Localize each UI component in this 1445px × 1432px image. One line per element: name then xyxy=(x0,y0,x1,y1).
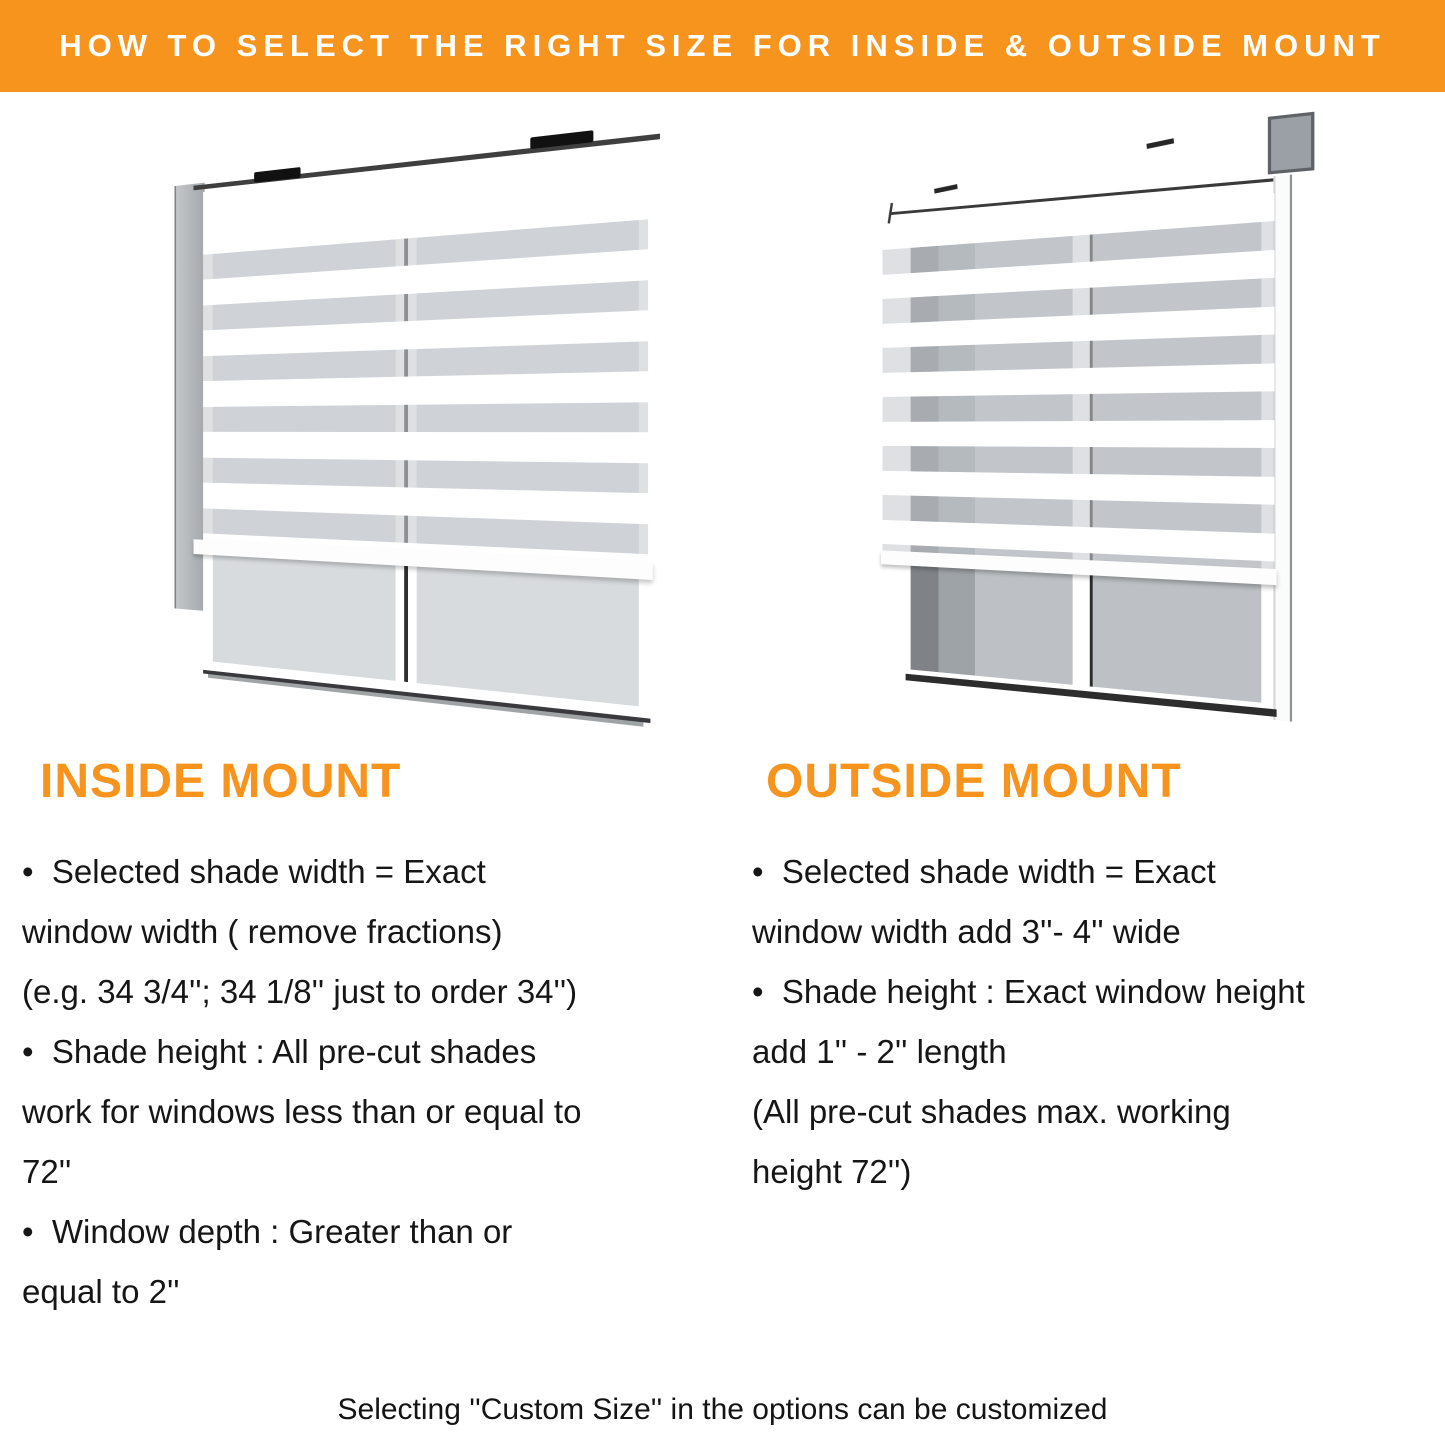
outside-mount-heading: OUTSIDE MOUNT xyxy=(766,755,1182,808)
bullet-line: (e.g. 34 3/4''; 34 1/8'' just to order 34'') xyxy=(22,973,578,1010)
inside-mount-illustration xyxy=(138,150,638,710)
inside-mount-heading: INSIDE MOUNT xyxy=(40,755,402,808)
outside-mount-window xyxy=(883,106,1324,759)
wall-screw-mark-icon xyxy=(934,184,958,194)
zebra-shade xyxy=(203,188,648,563)
wall-bracket-icon xyxy=(1268,112,1315,175)
outside-mount-bullets xyxy=(752,842,1442,1202)
bullet-line: add 1'' - 2'' length xyxy=(752,1033,1007,1070)
header-banner xyxy=(0,0,1445,92)
custom-size-note: Selecting ''Custom Size'' in the options can be customized xyxy=(337,1393,1108,1426)
bullet-line: (All pre-cut shades max. working xyxy=(752,1093,1231,1130)
bullet-line: • Shade height : Exact window height xyxy=(752,973,1305,1010)
bullet-line: • Selected shade width = Exact xyxy=(752,853,1216,890)
outside-mount-illustration xyxy=(856,133,1314,733)
wall-screw-mark-icon xyxy=(1146,138,1174,149)
bullet-line: • Window depth : Greater than or xyxy=(22,1213,513,1250)
zebra-shade xyxy=(883,193,1275,570)
bullet-line: • Selected shade width = Exact xyxy=(22,853,486,890)
bullet-line: • Shade height : All pre-cut shades xyxy=(22,1033,537,1070)
bullet-line: height 72'') xyxy=(752,1153,912,1190)
banner-title: HOW TO SELECT THE RIGHT SIZE FOR INSIDE & OUTSIDE MOUNT xyxy=(59,28,1386,63)
bullet-line: window width ( remove fractions) xyxy=(22,913,503,950)
bullet-line: work for windows less than or equal to xyxy=(22,1093,582,1130)
window-right-frame xyxy=(1273,174,1292,721)
inside-mount-bullets xyxy=(22,842,712,1322)
bullet-line: equal to 2'' xyxy=(22,1273,180,1310)
inside-mount-window xyxy=(173,119,650,741)
bullet-line: window width add 3''- 4'' wide xyxy=(752,913,1181,950)
bullet-line: 72'' xyxy=(22,1153,72,1190)
